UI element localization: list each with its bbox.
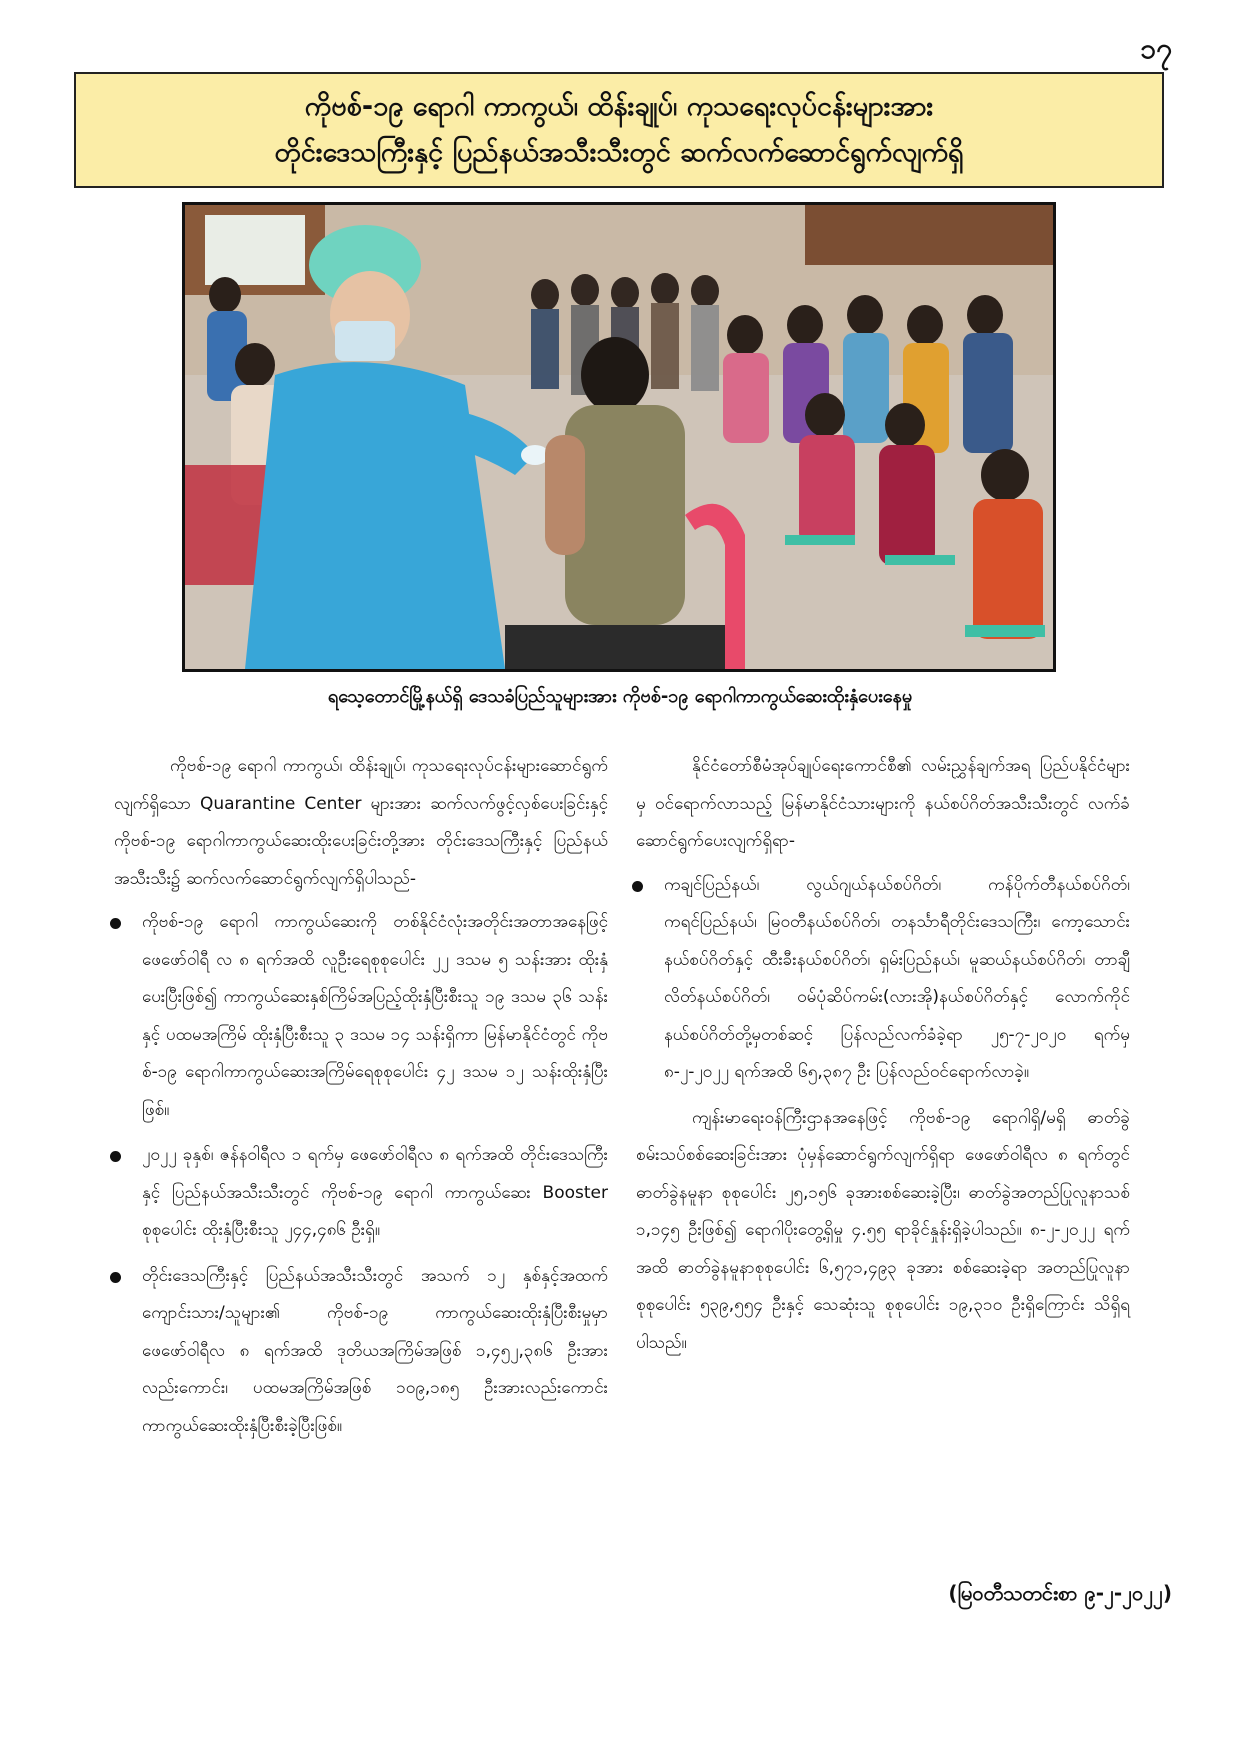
- headline-box: [74, 72, 1164, 188]
- photo-caption: ရသေ့တောင်မြို့နယ်ရှိ ဒေသခံပြည်သူများအား ကိုဗစ်-၁၉ ရောဂါကာကွယ်ဆေးထိုးနှံပေးနေမှု: [327, 686, 913, 707]
- right-intro-paragraph: နိုင်ငံတော်စီမံအုပ်ချုပ်ရေးကောင်စီ၏ လမ်းညွှန်ချက်အရ ပြည်ပနိုင်ငံများမှ ဝင်ရောက်လာသည့် မြန်မာနိုင်ငံသားများကို နယ်စပ်ဂိတ်အသီးသီးတွင် လက်ခံဆောင်ရွက်ပေးလျက်ရှိရာ-: [636, 756, 1130, 851]
- right-bullet-list: [636, 867, 1130, 1092]
- headline-line-1: ကိုဗစ်-၁၉ ရောဂါ ကာကွယ်၊ ထိန်းချုပ်၊ ကုသရေးလုပ်ငန်းများအား: [304, 91, 934, 122]
- left-column: [114, 748, 608, 1453]
- page-number: ၁၇: [1140, 32, 1172, 65]
- headline-line-2: တိုင်းဒေသကြီးနှင့် ပြည်နယ်အသီးသီးတွင် ဆက်လက်ဆောင်ရွက်လျက်ရှိ: [274, 137, 964, 168]
- vaccination-photo: [182, 202, 1056, 672]
- photo-illustration: [185, 205, 1053, 669]
- right-column: [636, 748, 1130, 1362]
- left-intro-paragraph: ကိုဗစ်-၁၉ ရောဂါ ကာကွယ်၊ ထိန်းချုပ်၊ ကုသရေးလုပ်ငန်းများဆောင်ရွက်လျက်ရှိသော Quarantine Center များအား ဆက်လက်ဖွင့်လှစ်ပေးခြင်းနှင့် ကိုဗစ်-၁၉ ရောဂါကာကွယ်ဆေးထိုးပေးခြင်းတို့အား တိုင်းဒေသကြီးနှင့် ပြည်နယ်အသီးသီး၌ ဆက်လက်ဆောင်ရွက်လျက်ရှိပါသည်-: [114, 756, 608, 889]
- list-item: တိုင်းဒေသကြီးနှင့် ပြည်နယ်အသီးသီးတွင် အသက် ၁၂ နှစ်နှင့်အထက် ကျောင်းသား/သူများ၏ ကိုဗစ်-၁၉ ကာကွယ်ဆေးထိုးနှံပြီးစီးမှုမှာ ဖေဖော်ဝါရီလ ၈ ရက်အထိ ဒုတိယအကြိမ်အဖြစ် ၁,၄၅၂,၃၈၆ ဦးအားလည်းကောင်း၊ ပထမအကြိမ်အဖြစ် ၁၀၉,၁၈၅ ဦးအားလည်းကောင်း ကာကွယ်ဆေးထိုးနှံပြီးစီးခဲ့ပြီးဖြစ်။: [114, 1258, 608, 1446]
- list-item: ၂၀၂၂ ခုနှစ်၊ ဇန်နဝါရီလ ၁ ရက်မှ ဖေဖော်ဝါရီလ ၈ ရက်အထိ တိုင်းဒေသကြီးနှင့် ပြည်နယ်အသီးသီးတွင် ကိုဗစ်-၁၉ ရောဂါ ကာကွယ်ဆေး Booster စုစုပေါင်း ထိုးနှံပြီးစီးသူ ၂၄၄,၄၈၆ ဦးရှိ။: [114, 1137, 608, 1250]
- list-item: ကချင်ပြည်နယ်၊ လွယ်ဂျယ်နယ်စပ်ဂိတ်၊ ကန်ပိုက်တီနယ်စပ်ဂိတ်၊ ကရင်ပြည်နယ်၊ မြဝတီနယ်စပ်ဂိတ်၊ တနင်္သာရီတိုင်းဒေသကြီး၊ ကော့သောင်းနယ်စပ်ဂိတ်နှင့် ထီးခီးနယ်စပ်ဂိတ်၊ ရှမ်းပြည်နယ်၊ မူဆယ်နယ်စပ်ဂိတ်၊ တာချီလိတ်နယ်စပ်ဂိတ်၊ ဝမ်ပုံဆိပ်ကမ်း(လားအို)နယ်စပ်ဂိတ်နှင့် လောက်ကိုင်နယ်စပ်ဂိတ်တို့မှတစ်ဆင့် ပြန်လည်လက်ခံခဲ့ရာ ၂၅-၇-၂၀၂၀ ရက်မှ ၈-၂-၂၀၂၂ ရက်အထိ ၆၅,၃၈၇ ဦး ပြန်လည်ဝင်ရောက်လာခဲ့။: [636, 867, 1130, 1092]
- source-citation: (မြဝတီသတင်းစာ ၉-၂-၂၀၂၂): [948, 1581, 1172, 1605]
- list-item: ကိုဗစ်-၁၉ ရောဂါ ကာကွယ်ဆေးကို တစ်နိုင်ငံလုံးအတိုင်းအတာအနေဖြင့် ဖေဖော်ဝါရီ လ ၈ ရက်အထိ လူဦးရေစုစုပေါင်း ၂၂ ဒသမ ၅ သန်းအား ထိုးနှံပေးပြီးဖြစ်၍ ကာကွယ်ဆေးနှစ်ကြိမ်အပြည့်ထိုးနှံပြီးစီးသူ ၁၉ ဒသမ ၃၆ သန်းနှင့် ပထမအကြိမ် ထိုးနှံပြီးစီးသူ ၃ ဒသမ ၁၄ သန်းရှိကာ မြန်မာနိုင်ငံတွင် ကိုဗစ်-၁၉ ရောဂါကာကွယ်ဆေးအကြိမ်ရေစုစုပေါင်း ၄၂ ဒသမ ၁၂ သန်းထိုးနှံပြီးဖြစ်။: [114, 904, 608, 1129]
- left-bullet-list: [114, 904, 608, 1445]
- right-closing-paragraph: ကျန်းမာရေးဝန်ကြီးဌာနအနေဖြင့် ကိုဗစ်-၁၉ ရောဂါရှိ/မရှိ ဓာတ်ခွဲစမ်းသပ်စစ်ဆေးခြင်းအား ပုံမှန်ဆောင်ရွက်လျက်ရှိရာ ဖေဖော်ဝါရီလ ၈ ရက်တွင် ဓာတ်ခွဲနမူနာ စုစုပေါင်း ၂၅,၁၅၆ ခုအားစစ်ဆေးခဲ့ပြီး၊ ဓာတ်ခွဲအတည်ပြုလူနာသစ် ၁,၁၄၅ ဦးဖြစ်၍ ရောဂါပိုးတွေ့ရှိမှု ၄.၅၅ ရာခိုင်နှုန်းရှိခဲ့ပါသည်။ ၈-၂-၂၀၂၂ ရက်အထိ ဓာတ်ခွဲနမူနာစုစုပေါင်း ၆,၅၇၁,၄၉၃ ခုအား စစ်ဆေးခဲ့ရာ အတည်ပြုလူနာစုစုပေါင်း ၅၃၉,၅၅၄ ဦးနှင့် သေဆုံးသူ စုစုပေါင်း ၁၉,၃၁၀ ဦးရှိကြောင်း သိရှိရပါသည်။: [636, 1107, 1130, 1353]
